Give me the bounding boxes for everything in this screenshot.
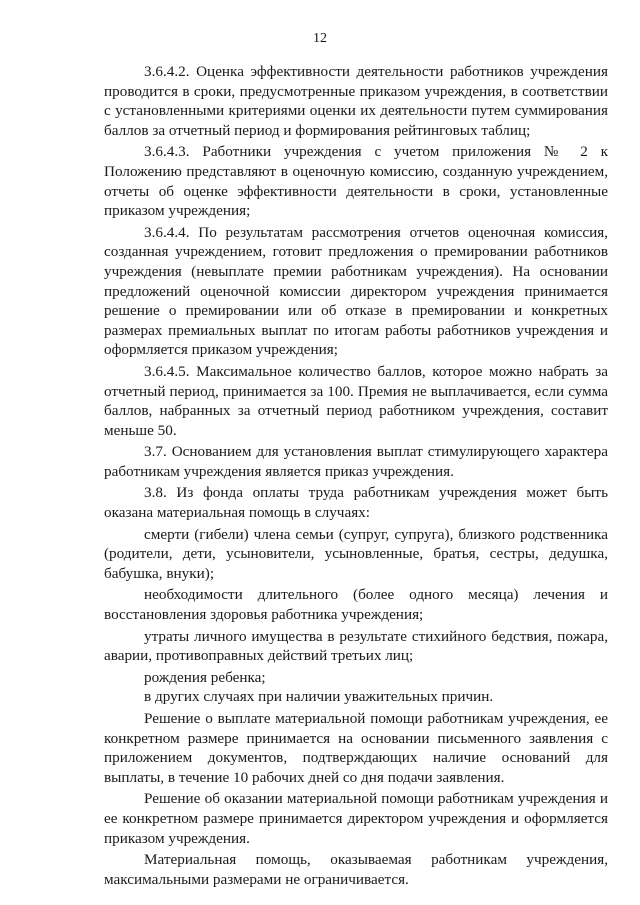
document-body	[104, 62, 608, 891]
paragraph-no-limit: Материальная помощь, оказываемая работникам учреждения, максимальными размерами не ограничивается.	[104, 851, 608, 888]
paragraph-assistance-decision: Решение об оказании материальной помощи работникам учреждения и ее конкретном размере принимается директором учреждения и оформляется приказом учреждения.	[104, 790, 608, 847]
paragraph-3-6-4-4: 3.6.4.4. По результатам рассмотрения отчетов оценочная комиссия, созданная учреждением, готовит предложения о премировании работников учреждения (невыплате премии работникам учреждения). На основании предложений оценочной комиссии директором учреждения принимается решение о премировании или об отказе в премировании и конкретных размерах премиальных выплат по итогам работы работников учреждения и оформляется приказом учреждения;	[104, 223, 608, 359]
paragraph-3-6-4-5: 3.6.4.5. Максимальное количество баллов, которое можно набрать за отчетный период, принимается за 100. Премия не выплачивается, если сумма баллов, набранных за отчетный период работником учреждения, составит меньше 50.	[104, 362, 608, 439]
paragraph-payment-decision: Решение о выплате материальной помощи работникам учреждения, ее конкретном размере принимается на основании письменного заявления с приложением документов, подтверждающих наличие оснований для выплаты, в течение 10 рабочих дней со дня подачи заявления.	[104, 710, 608, 786]
list-item-childbirth: рождения ребенка;	[144, 668, 266, 686]
list-item-other: в других случаях при наличии уважительных причин.	[144, 688, 494, 706]
paragraph-3-8: 3.8. Из фонда оплаты труда работникам учреждения может быть оказана материальная помощь в случаях:	[104, 484, 608, 522]
list-item-treatment: необходимости длительного (более одного месяца) лечения и восстановления здоровья работника учреждения;	[104, 586, 608, 624]
list-item-property-loss: утраты личного имущества в результате стихийного бедствия, пожара, аварии, противоправных действий третьих лиц;	[104, 627, 608, 665]
paragraph-3-6-4-3: 3.6.4.3. Работники учреждения с учетом приложения № 2 к Положению представляют в оценочную комиссию, созданную учреждением, отчеты об оценке эффективности деятельности в сроки, установленные приказом учреждения;	[104, 143, 608, 220]
paragraph-3-7: 3.7. Основанием для установления выплат стимулирующего характера работникам учреждения является приказ учреждения.	[104, 443, 608, 480]
paragraph-3-6-4-2: 3.6.4.2. Оценка эффективности деятельности работников учреждения проводится в сроки, предусмотренные приказом учреждения, в соответствии с установленными критериями оценки их деятельности путем суммирования баллов за отчетный период и формирования рейтинговых таблиц;	[104, 63, 608, 139]
list-item-death: смерти (гибели) члена семьи (супруг, супруга), близкого родственника (родители, дети, усыновители, усыновленные, братья, сестры, дедушка, бабушка, внуки);	[104, 525, 608, 582]
page-number: 12	[313, 31, 327, 46]
